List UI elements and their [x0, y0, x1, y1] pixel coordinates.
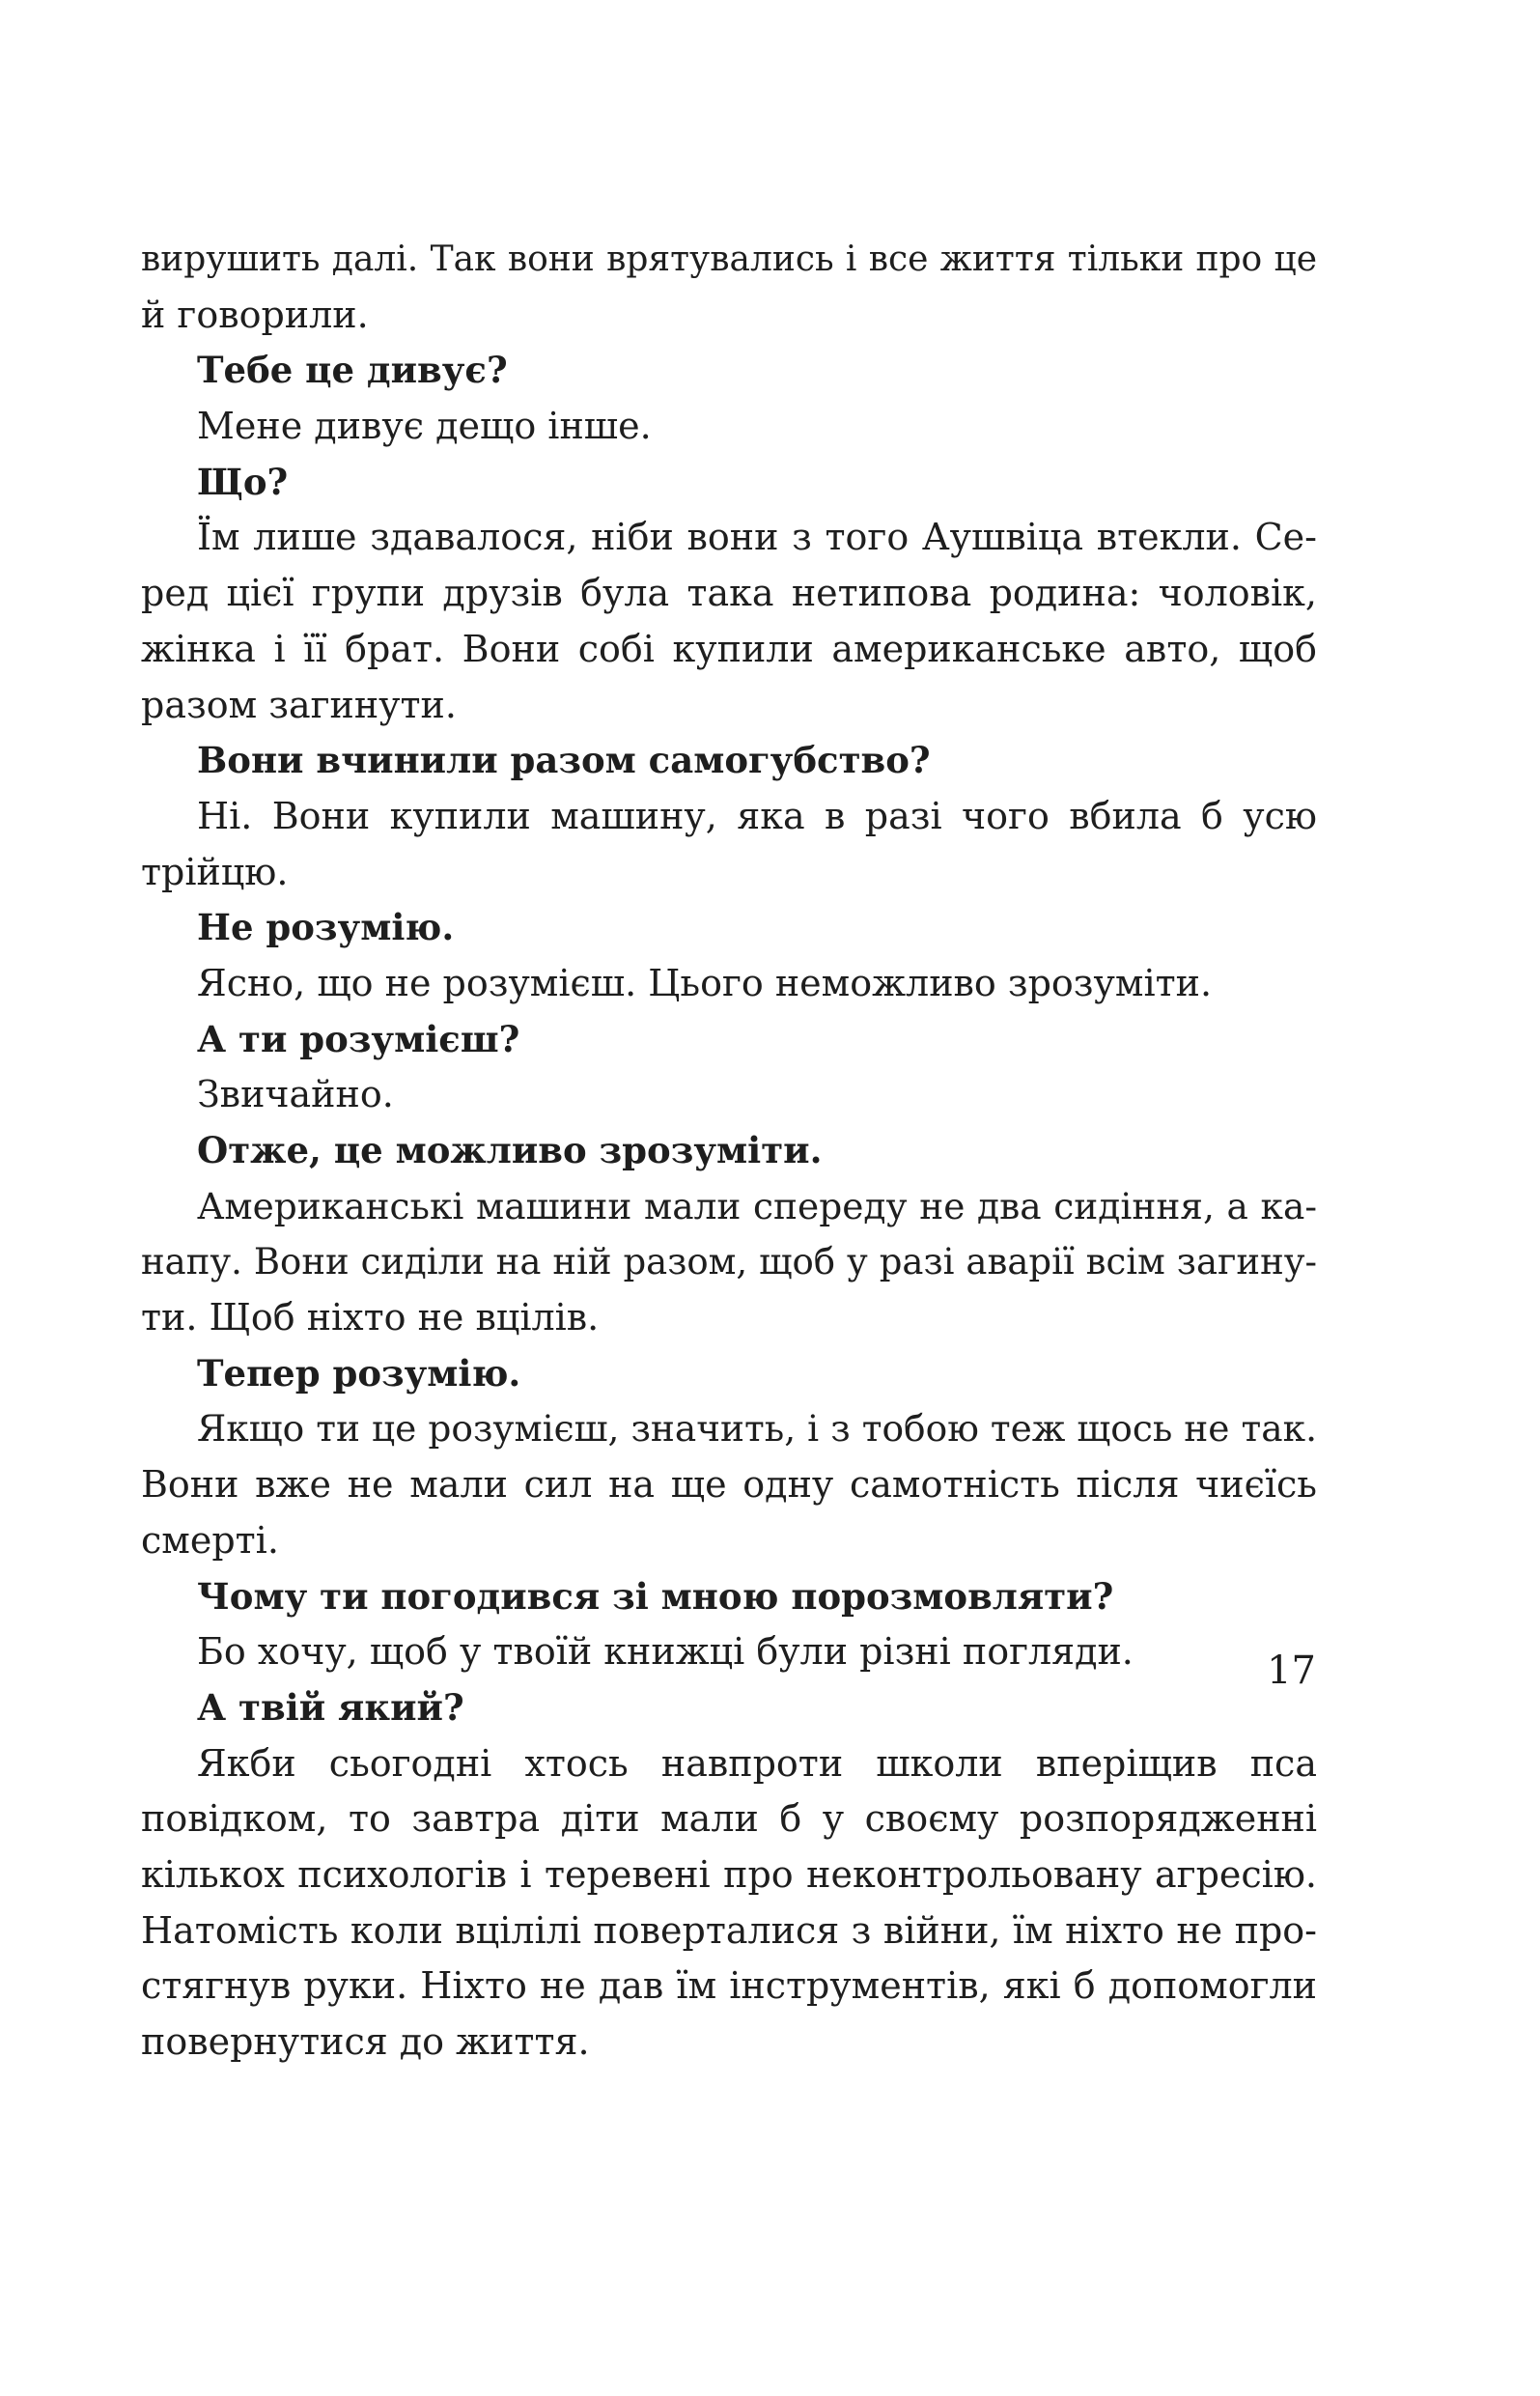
- text-line: кількох психологів і теревені про неконтрольовану агресію.: [141, 1852, 1317, 1896]
- text-line: ред цієї групи друзів була така нетипова родина: чоловік,: [141, 572, 1317, 615]
- text-line: Якби сьогодні хтось навпроти школи вперіщив пса: [197, 1741, 1317, 1785]
- text-line: стягнув руки. Ніхто не дав їм інструментів, які б допомогли: [141, 1964, 1317, 2008]
- text-line: Бо хочу, щоб у твоїй книжці були різні погляди.: [197, 1630, 1134, 1674]
- question-line: Вони вчинили разом самогубство?: [197, 739, 931, 782]
- question-line: Що?: [197, 460, 289, 503]
- text-line: Натомість коли вцілілі поверталися з війни, їм ніхто не про-: [141, 1908, 1317, 1952]
- text-line: повідком, то завтра діти мали б у своєму розпорядженні: [141, 1797, 1317, 1841]
- text-line: Американські машини мали спереду не два сидіння, а ка-: [197, 1184, 1317, 1227]
- text-line: вирушить далі. Так вони врятувались і все життя тільки про це: [141, 240, 1317, 279]
- text-line: Ясно, що не розумієш. Цього неможливо зрозуміти.: [197, 961, 1213, 1004]
- text-line: повернутися до життя.: [141, 2020, 590, 2063]
- question-line: Отже, це можливо зрозуміти.: [197, 1129, 823, 1171]
- question-line: Чому ти погодився зі мною порозмовляти?: [197, 1574, 1114, 1618]
- text-line: смерті.: [141, 1518, 279, 1562]
- text-line: напу. Вони сиділи на ній разом, щоб у разі аварії всім загину-: [141, 1241, 1317, 1283]
- text-line: Ні. Вони купили машину, яка в разі чого вбила б усю: [197, 794, 1317, 837]
- question-line: А ти розумієш?: [197, 1017, 520, 1060]
- page-text-body: [141, 232, 1317, 2071]
- question-line: Не розумію.: [197, 906, 455, 949]
- text-line: разом загинути.: [141, 683, 457, 726]
- question-line: Тепер розумію.: [197, 1351, 521, 1395]
- text-line: трійцю.: [141, 850, 289, 893]
- text-line: й говорили.: [141, 293, 369, 336]
- text-line: жінка і її брат. Вони собі купили американське авто, щоб: [141, 627, 1317, 670]
- question-line: Тебе це дивує?: [197, 349, 508, 392]
- text-line: Якщо ти це розумієш, значить, і з тобою теж щось не так.: [197, 1407, 1317, 1451]
- text-line: Вони вже не мали сил на ще одну самотність після чиєїсь: [141, 1463, 1317, 1507]
- text-line: Їм лише здавалося, ніби вони з того Аушвіца втекли. Се-: [197, 516, 1317, 559]
- text-line: Звичайно.: [197, 1073, 394, 1116]
- text-line: Мене дивує дещо інше.: [197, 405, 652, 448]
- question-line: А твій який?: [197, 1685, 464, 1729]
- page-number: 17: [1267, 1649, 1316, 1693]
- text-line: ти. Щоб ніхто не вцілів.: [141, 1296, 600, 1339]
